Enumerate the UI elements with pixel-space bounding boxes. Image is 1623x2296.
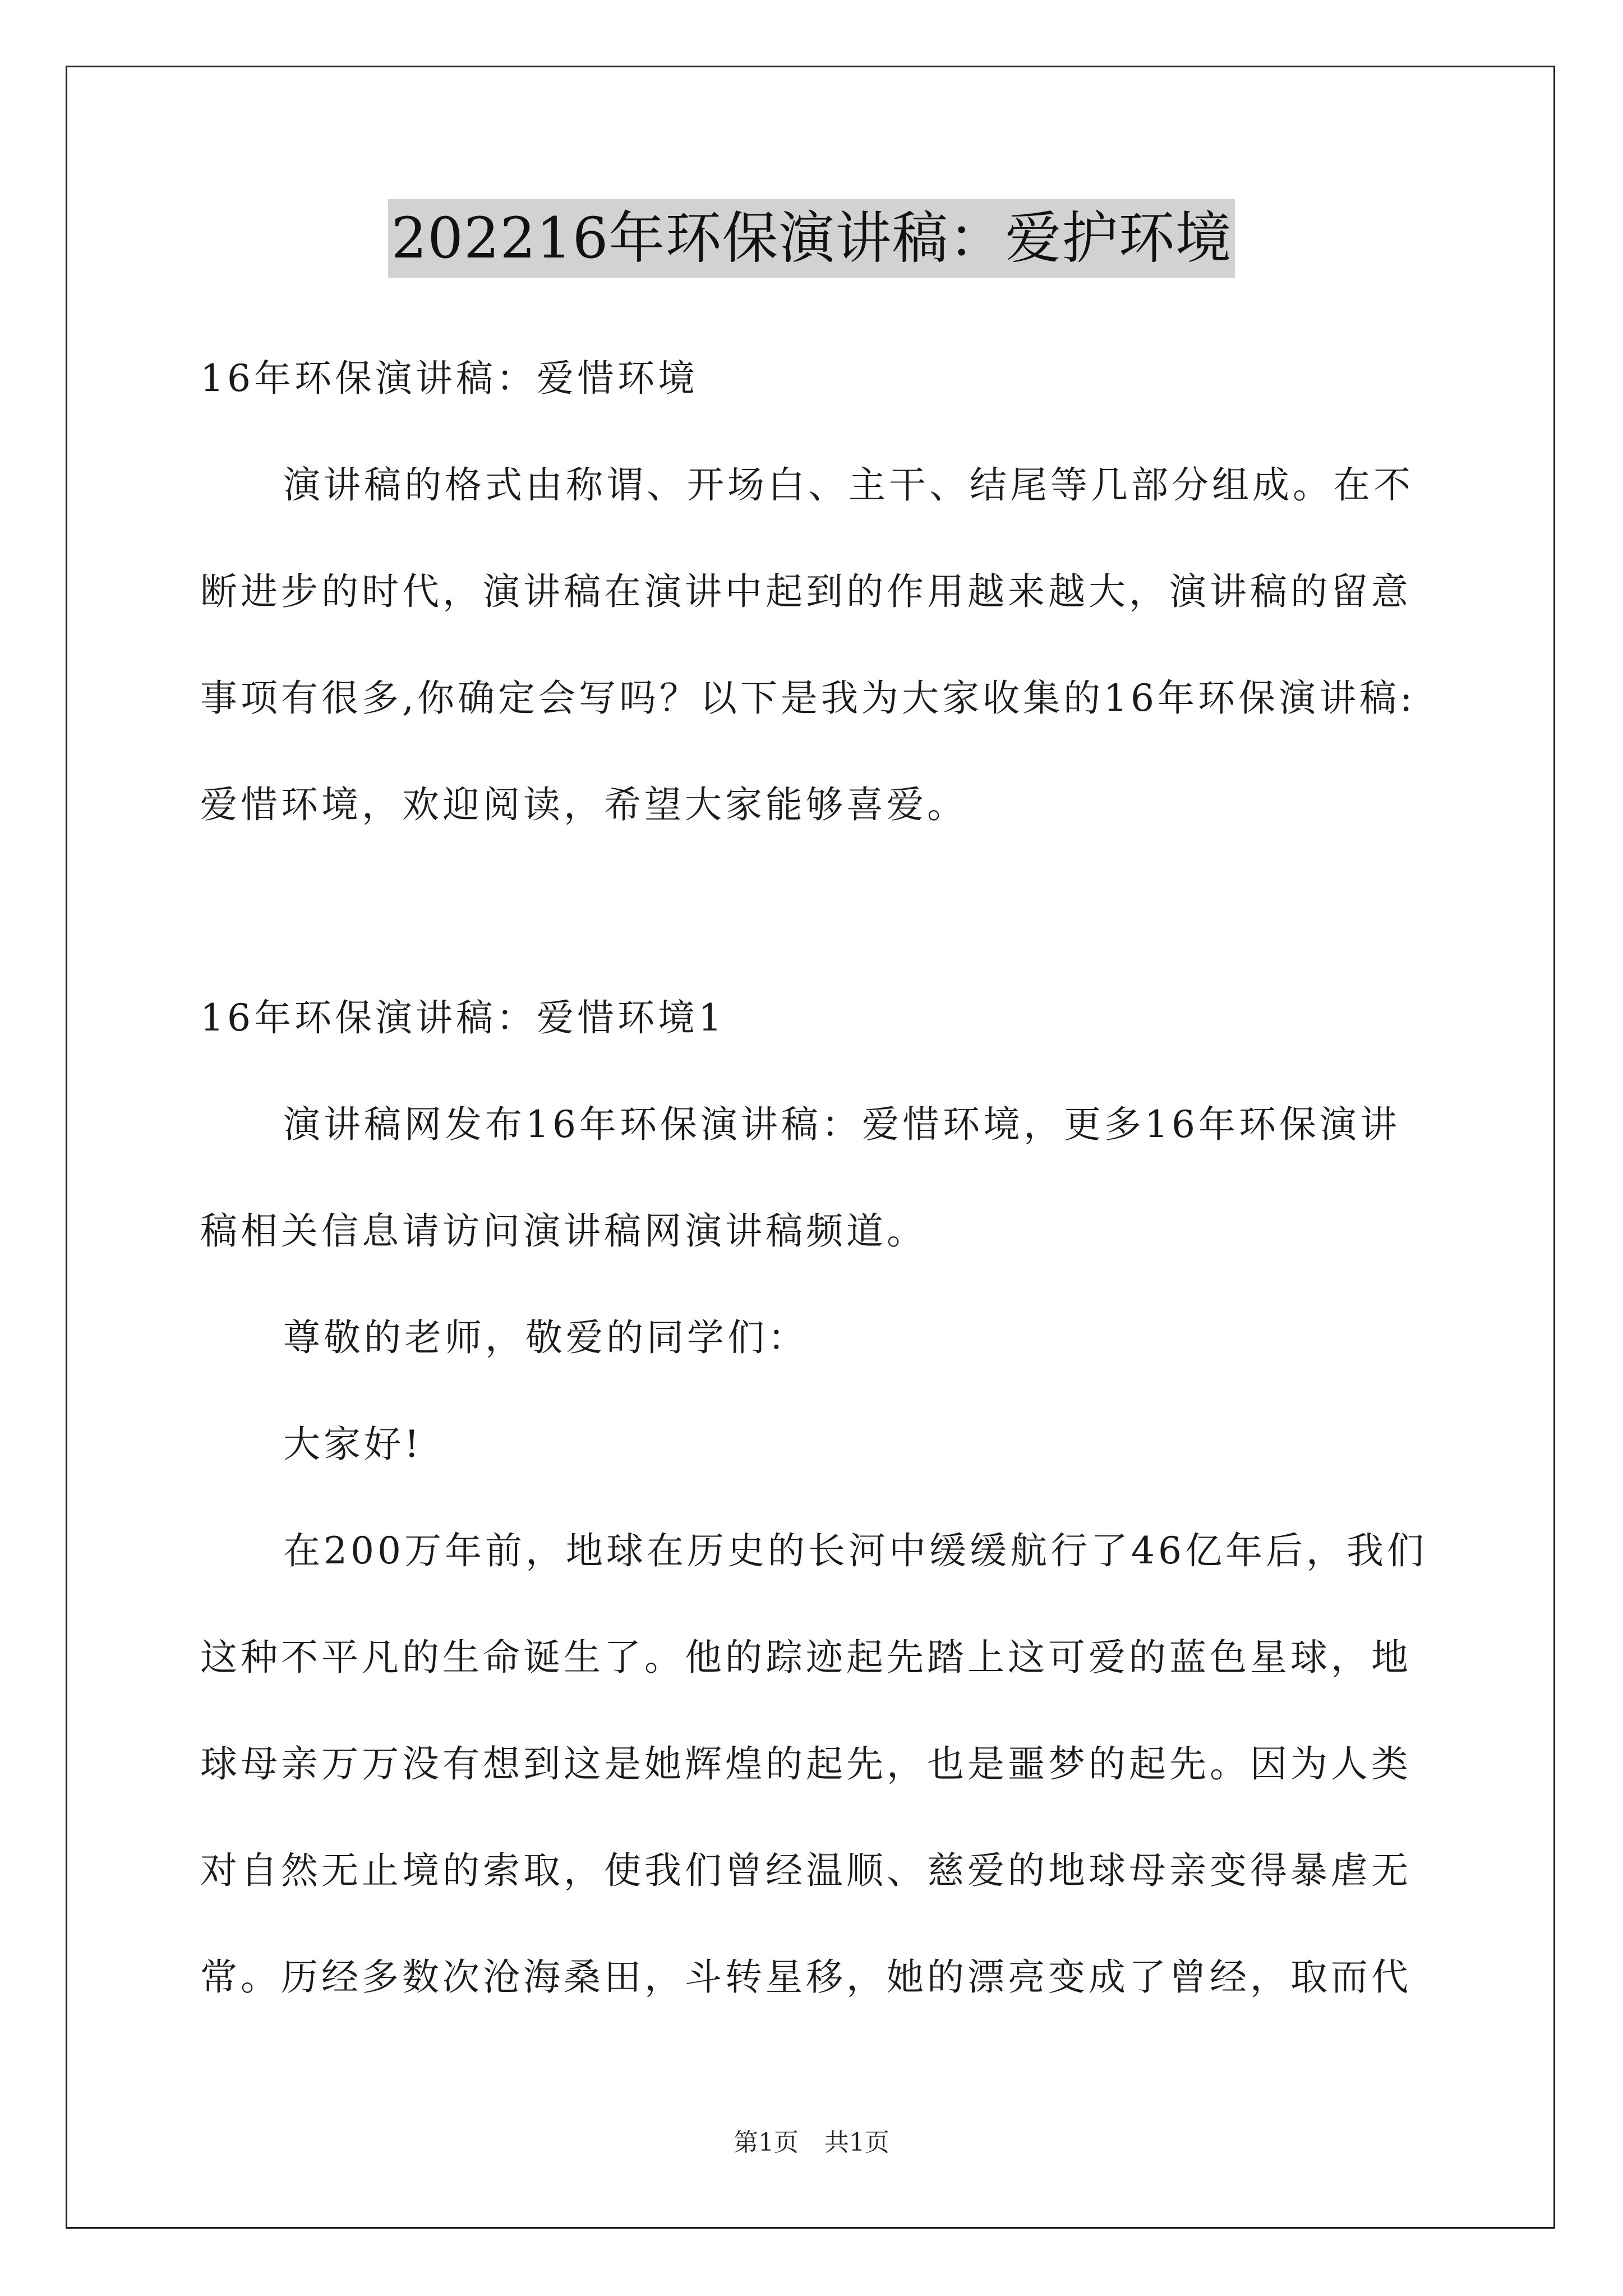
- paragraph-line: 演讲稿的格式由称谓、开场白、主干、结尾等几部分组成。在不: [283, 463, 1414, 507]
- page-number: 第1页: [734, 2128, 799, 2157]
- paragraph-line: 球母亲万万没有想到这是她辉煌的起先，也是噩梦的起先。因为人类: [200, 1742, 1412, 1786]
- section-heading: 16年环保演讲稿：爱惜环境1: [200, 996, 725, 1039]
- title-wrap: [0, 199, 1623, 278]
- document-title: 202216年环保演讲稿：爱护环境: [388, 199, 1235, 278]
- paragraph-line: 演讲稿网发布16年环保演讲稿：爱惜环境，更多16年环保演讲: [283, 1103, 1400, 1146]
- page-footer: [0, 2126, 1623, 2160]
- paragraph-line: 事项有很多,你确定会写吗？以下是我为大家收集的16年环保演讲稿:: [200, 677, 1416, 720]
- paragraph-line: 在200万年前，地球在历史的长河中缓缓航行了46亿年后，我们: [283, 1529, 1427, 1572]
- paragraph-line: 常。历经多数次沧海桑田，斗转星移，她的漂亮变成了曾经，取而代: [200, 1955, 1412, 1999]
- paragraph-line: 断进步的时代，演讲稿在演讲中起到的作用越来越大，演讲稿的留意: [200, 570, 1412, 613]
- greeting-line: 尊敬的老师，敬爱的同学们：: [283, 1316, 808, 1359]
- section-heading: 16年环保演讲稿：爱惜环境: [200, 357, 698, 400]
- paragraph-line: 这种不平凡的生命诞生了。他的踪迹起先踏上这可爱的蓝色星球，地: [200, 1636, 1412, 1679]
- greeting-line: 大家好!: [283, 1423, 423, 1466]
- paragraph-line: 稿相关信息请访问演讲稿网演讲稿频道。: [200, 1209, 927, 1253]
- paragraph-line: 对自然无止境的索取，使我们曾经温顺、慈爱的地球母亲变得暴虐无: [200, 1849, 1412, 1892]
- page-total: 共1页: [824, 2128, 889, 2157]
- paragraph-line: 爱惜环境，欢迎阅读，希望大家能够喜爱。: [200, 783, 967, 826]
